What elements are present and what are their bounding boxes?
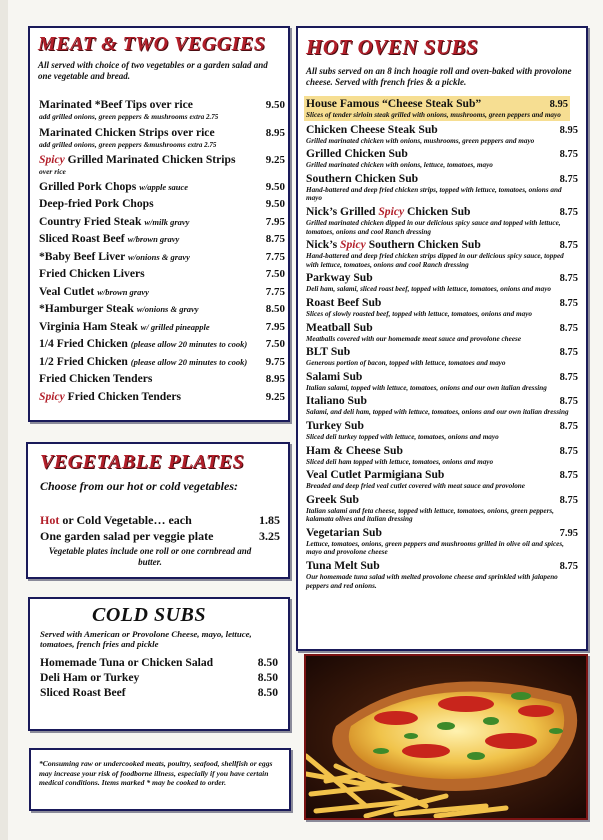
list-item [306, 394, 578, 417]
menu-item-row [306, 147, 578, 161]
item-name: Marinated Chicken Strips over rice [39, 125, 215, 139]
item-description: Our homemade tuna salad with melted provolone cheese and sprinkled with jalapeno peppers and red onions. [306, 573, 558, 590]
list-item [39, 250, 285, 264]
item-name: Marinated *Beef Tips over rice [39, 98, 193, 111]
list-item [39, 153, 285, 176]
item-name-group [306, 394, 367, 407]
food-safety-notice-panel [29, 748, 291, 811]
item-price: 9.50 [265, 99, 285, 111]
list-item [306, 238, 578, 269]
item-description: Breaded and deep fried veal cutlet covered with meat sauce and provolone [306, 482, 525, 491]
menu-item-row [306, 419, 578, 433]
item-price: 8.95 [559, 124, 578, 136]
item-name: Italiano Sub [306, 394, 367, 408]
item-description: Sliced deli ham topped with lettuce, tomatoes, onions and mayo [306, 457, 494, 466]
page-edge [0, 0, 8, 840]
item-name-group [39, 372, 152, 386]
list-item [39, 232, 285, 246]
sandwich-illustration [306, 656, 586, 818]
item-price: 8.50 [257, 686, 278, 699]
menu-item-row [39, 180, 285, 194]
item-price: 8.95 [265, 373, 285, 385]
featured-list-item [304, 96, 570, 121]
list-item [306, 296, 578, 319]
item-price: 3.25 [259, 529, 280, 543]
item-price: 8.75 [559, 173, 578, 185]
item-description: Italian salami, topped with lettuce, tomatoes, onions and our own italian dressing [306, 383, 547, 392]
item-description: Slices of slowly roasted beef, topped with lettuce, tomatoes, onions and mayo [306, 309, 532, 318]
item-price: 7.50 [265, 338, 285, 350]
menu-item-row [306, 559, 578, 573]
item-note: w/ grilled pineapple [140, 321, 210, 332]
list-item [306, 345, 578, 368]
item-description: Grilled marinated chicken dipped in our delicious spicy sauce and topped with lettuce, tomatoes, onions and cool Ranch dressing [306, 218, 561, 236]
list-item [306, 493, 578, 524]
menu-item-row [39, 302, 285, 316]
spicy-label: Spicy [340, 238, 366, 252]
item-name-group [39, 302, 199, 316]
item-name-group [39, 197, 154, 211]
item-description: Salami, and deli ham, topped with lettuce, tomatoes, onions and our own italian dressing [306, 408, 569, 417]
item-price: 8.75 [559, 420, 578, 432]
menu-item-row [306, 493, 578, 507]
item-note: (please allow 20 minutes to cook) [130, 339, 248, 349]
item-name-group [306, 321, 373, 334]
item-name: Vegetarian Sub [306, 525, 382, 539]
menu-item-row [306, 296, 578, 310]
menu-item-row [39, 372, 285, 386]
item-name: Sliced Roast Beef [39, 232, 125, 245]
item-name: Fried Chicken Livers [39, 267, 145, 280]
item-name-group [306, 97, 481, 110]
list-item [39, 197, 285, 211]
item-price: 8.75 [559, 445, 578, 457]
menu-item-row [39, 232, 285, 246]
item-price: 9.50 [265, 180, 285, 193]
list-item [39, 390, 285, 404]
menu-item-row [39, 215, 285, 229]
list-item [40, 655, 278, 670]
menu-item-row [39, 98, 285, 112]
item-price: 8.75 [559, 396, 578, 408]
item-name-group [306, 444, 403, 457]
spicy-label: Spicy [378, 204, 405, 218]
list-item [306, 147, 578, 170]
list-item [40, 685, 278, 700]
item-name: One garden salad per veggie plate [40, 529, 214, 543]
item-name: Salami Sub [306, 369, 363, 383]
item-description [39, 140, 285, 150]
menu-item-row [306, 526, 578, 540]
item-price: 8.75 [559, 561, 578, 573]
item-price: 1.85 [259, 513, 280, 527]
item-price: 7.75 [265, 250, 285, 263]
menu-item-row [306, 205, 578, 219]
menu-item-row [39, 355, 285, 369]
list-item [39, 180, 285, 194]
item-name: Virginia Ham Steak [39, 319, 138, 333]
hot-label: Hot [40, 513, 60, 527]
item-name: 1/2 Fried Chicken [39, 354, 128, 368]
item-name-prefix: Nick’s [306, 238, 341, 252]
item-name: Deli Ham or Turkey [40, 671, 140, 684]
item-name-group [306, 468, 444, 481]
list-item [306, 172, 578, 203]
spicy-label: Spicy [39, 389, 65, 403]
item-name: Country Fried Steak [39, 214, 142, 228]
item-name-group [39, 215, 189, 229]
menu-item-row [306, 394, 578, 408]
item-description: Hand-battered and deep fried chicken strips, topped with lettuce, tomatoes, onions and mayo [306, 185, 562, 203]
vegetable-plates-description: Choose from our hot or cold vegetables: [40, 479, 238, 493]
meat-section-description: All served with choice of two vegetables or a garden salad and one vegetable and bread. [38, 60, 268, 81]
meat-two-veggies-panel [28, 26, 290, 422]
item-name-group [39, 285, 149, 299]
item-description: Deli ham, salami, sliced roast beef, topped with lettuce, tomatoes, onions and mayo [306, 285, 551, 294]
item-description-text: add grilled onions, green peppers &mushrooms [39, 139, 186, 149]
sub-sandwich-photo [304, 654, 588, 820]
list-item [306, 419, 578, 442]
item-name-group [39, 126, 215, 140]
menu-item-row [39, 320, 285, 334]
item-name-group [39, 180, 188, 194]
item-name: Fried Chicken Tenders [67, 389, 182, 403]
item-description: Slices of tender sirloin steak grilled with onions, mushrooms, green peppers and mayo [306, 111, 561, 119]
item-name: *Baby Beef Liver [39, 249, 126, 263]
item-name: Veal Cutlet Parmigiana Sub [306, 468, 445, 482]
item-price: 8.95 [549, 99, 568, 110]
item-name-group [306, 147, 408, 160]
list-item [306, 526, 578, 557]
item-price: 8.75 [559, 347, 578, 359]
hot-oven-subs-panel [296, 26, 588, 651]
item-name-suffix: Chicken Sub [404, 204, 471, 218]
item-name-group [39, 250, 190, 264]
item-name: Tuna Melt Sub [306, 559, 380, 573]
item-name-group [39, 320, 210, 334]
item-price: 8.75 [559, 371, 578, 383]
menu-item-row [39, 197, 285, 211]
item-note: w/onions & gravy [128, 251, 190, 262]
item-price: 8.75 [559, 322, 578, 334]
menu-item-row [306, 271, 578, 285]
menu-item-row [39, 390, 285, 404]
vegetable-plates-panel [26, 442, 290, 579]
meat-section-title: MEAT & TWO VEGGIES [38, 33, 266, 55]
menu-item-row [306, 123, 578, 137]
item-name: Fried Chicken Tenders [39, 372, 153, 385]
spicy-label: Spicy [39, 153, 65, 166]
item-name-group [39, 153, 235, 167]
list-item [306, 123, 578, 146]
menu-item-row [306, 238, 578, 252]
list-item [39, 337, 285, 351]
item-name-group [306, 172, 418, 185]
item-name-group [306, 205, 471, 218]
item-description: Meatballs covered with our homemade meat sauce and provolone cheese [306, 334, 522, 343]
meat-item-list [39, 98, 285, 407]
list-item [306, 321, 578, 344]
menu-item-row [39, 285, 285, 299]
menu-item-row [39, 267, 285, 281]
item-price: 8.50 [265, 303, 285, 315]
item-price: 7.95 [265, 215, 285, 228]
list-item [39, 302, 285, 316]
item-name: Southern Chicken Sub [306, 171, 419, 185]
item-note: w/brown gravy [97, 286, 149, 297]
item-name-group [39, 390, 181, 404]
item-price: 7.95 [559, 527, 578, 539]
list-item [306, 468, 578, 491]
item-price: 8.95 [265, 126, 285, 139]
item-name: 1/4 Fried Chicken [39, 337, 128, 350]
item-description: Grilled marinated chicken with onions, mushrooms, green peppers and mayo [306, 136, 535, 145]
item-price: 8.75 [559, 273, 578, 285]
item-name-suffix: Southern Chicken Sub [365, 238, 481, 252]
list-item [306, 444, 578, 467]
item-name-group [39, 232, 179, 246]
item-price: 9.25 [265, 390, 285, 403]
item-name: Grilled Pork Chops [39, 179, 137, 193]
item-note: w/brown gravy [127, 234, 180, 244]
list-item [39, 215, 285, 229]
vegetable-plates-title: VEGETABLE PLATES [40, 451, 245, 473]
item-description [39, 167, 285, 176]
item-name: Turkey Sub [306, 418, 364, 432]
list-item [39, 285, 285, 299]
item-name: Homemade Tuna or Chicken Salad [40, 656, 214, 669]
item-name-group [39, 267, 145, 281]
item-name-prefix: Nick’s Grilled [306, 204, 379, 218]
item-price: 8.75 [559, 297, 578, 309]
item-price: 8.75 [559, 149, 578, 161]
item-description-text: add grilled onions, green peppers & mushrooms [39, 112, 188, 121]
item-name-group [306, 370, 362, 383]
menu-item-row [306, 370, 578, 384]
menu-item-row [306, 444, 578, 458]
item-name-group [306, 271, 373, 284]
item-price: 7.50 [265, 268, 285, 280]
item-name-group [39, 337, 247, 351]
hot-subs-title: HOT OVEN SUBS [306, 35, 479, 59]
item-name-group [306, 419, 364, 432]
item-name-group [306, 493, 359, 506]
item-description: Generous portion of bacon, topped with lettuce, tomatoes and mayo [306, 359, 506, 368]
list-item [306, 559, 578, 590]
menu-item-row [39, 153, 285, 167]
item-name-group [306, 296, 381, 309]
item-note: w/milk gravy [144, 216, 190, 227]
list-item [39, 267, 285, 281]
list-item [39, 372, 285, 386]
item-name-group [306, 345, 350, 358]
list-item [39, 320, 285, 334]
item-price: 9.25 [265, 154, 285, 166]
item-name: Deep-fried Pork Chops [39, 197, 154, 210]
menu-item-row [306, 321, 578, 335]
item-price: 7.75 [265, 285, 285, 298]
item-description [39, 112, 285, 122]
item-description: Sliced deli turkey topped with lettuce, tomatoes, onions and mayo [306, 432, 499, 441]
menu-item-row [306, 345, 578, 359]
item-name: Parkway Sub [306, 271, 373, 285]
list-item [39, 355, 285, 369]
list-item [306, 205, 578, 236]
list-item [40, 512, 280, 528]
item-name: Ham & Cheese Sub [306, 443, 403, 457]
item-price: 9.75 [265, 355, 285, 368]
item-name-group [306, 238, 481, 251]
cold-subs-title: COLD SUBS [92, 604, 206, 626]
vegetable-plates-footnote: Vegetable plates include one roll or one cornbread and butter. [48, 546, 252, 567]
item-price: 9.50 [265, 198, 285, 210]
item-extra-price: extra 2.75 [189, 113, 219, 121]
item-name: BLT Sub [306, 345, 351, 359]
item-description: Lettuce, tomatoes, onions, green peppers and mushrooms grilled in olive oil and spices, mayo and provolone cheese [306, 539, 564, 557]
menu-item-row [306, 172, 578, 186]
item-name: Veal Cutlet [39, 284, 95, 298]
item-note: w/apple sauce [139, 181, 189, 192]
item-price: 8.75 [559, 494, 578, 506]
item-name: Roast Beef Sub [306, 295, 382, 309]
item-note: w/onions & gravy [136, 304, 199, 314]
item-name: Sliced Roast Beef [40, 686, 126, 699]
vegetable-plates-list [40, 512, 280, 568]
cold-subs-list [40, 655, 278, 700]
item-name: or Cold Vegetable… each [59, 513, 192, 527]
food-safety-notice: *Consuming raw or undercooked meats, poultry, seafood, shellfish or eggs may increase your risk of foodborne illness, especially if you have certain medical conditions. Items marked * may be cooked to order. [39, 759, 273, 787]
item-price: 7.95 [265, 320, 285, 333]
item-name: Grilled Chicken Sub [306, 147, 408, 161]
item-price: 8.75 [265, 233, 285, 245]
item-price: 8.75 [559, 240, 578, 252]
item-description: Hand-battered and deep fried chicken strips dipped in our delicious spicy sauce, topped with lettuce, tomatoes, onions and cool Ranch dressing [306, 252, 564, 269]
item-price: 8.50 [257, 656, 278, 669]
list-item [40, 528, 280, 544]
item-description-text: over rice [39, 167, 66, 176]
item-description: Grilled marinated chicken with onions, lettuce, tomatoes, mayo [306, 161, 493, 170]
menu-item-row [39, 337, 285, 351]
item-name: *Hamburger Steak [39, 302, 134, 315]
item-name-group [306, 559, 380, 572]
item-name: Grilled Marinated Chicken Strips [67, 153, 236, 166]
list-item [40, 670, 278, 685]
menu-item-row [306, 468, 578, 482]
hot-subs-item-list [306, 96, 578, 592]
list-item [39, 126, 285, 150]
item-name-group [306, 526, 382, 539]
cold-subs-description: Served with American or Provolone Cheese, mayo, lettuce, tomatoes, french fries and pickle [40, 629, 252, 649]
item-price: 8.50 [257, 671, 278, 684]
item-note: (please allow 20 minutes to cook) [130, 356, 248, 367]
list-item [306, 370, 578, 393]
item-price: 8.75 [559, 470, 578, 482]
menu-item-row [39, 126, 285, 140]
menu-item-row [306, 97, 568, 111]
cold-subs-panel [28, 597, 290, 731]
hot-subs-description: All subs served on an 8 inch hoagie roll and oven-baked with provolone cheese. Served with french fries & a pickle. [306, 66, 572, 87]
item-name-group [39, 355, 247, 369]
item-name: House Famous “Cheese Steak Sub” [306, 97, 482, 110]
item-name: Greek Sub [306, 492, 359, 506]
list-item [306, 271, 578, 294]
item-extra-price: extra 2.75 [187, 140, 217, 149]
item-name-group [39, 98, 193, 112]
item-description: Italian salami and feta cheese, topped with lettuce, tomatoes, onions, green peppers, kalamata olives and italian dressing [306, 506, 554, 524]
item-price: 8.75 [559, 206, 578, 218]
item-name: Meatball Sub [306, 320, 373, 334]
list-item [39, 98, 285, 122]
menu-item-row [39, 250, 285, 264]
item-name: Chicken Cheese Steak Sub [306, 122, 438, 136]
item-name-group [306, 123, 438, 136]
